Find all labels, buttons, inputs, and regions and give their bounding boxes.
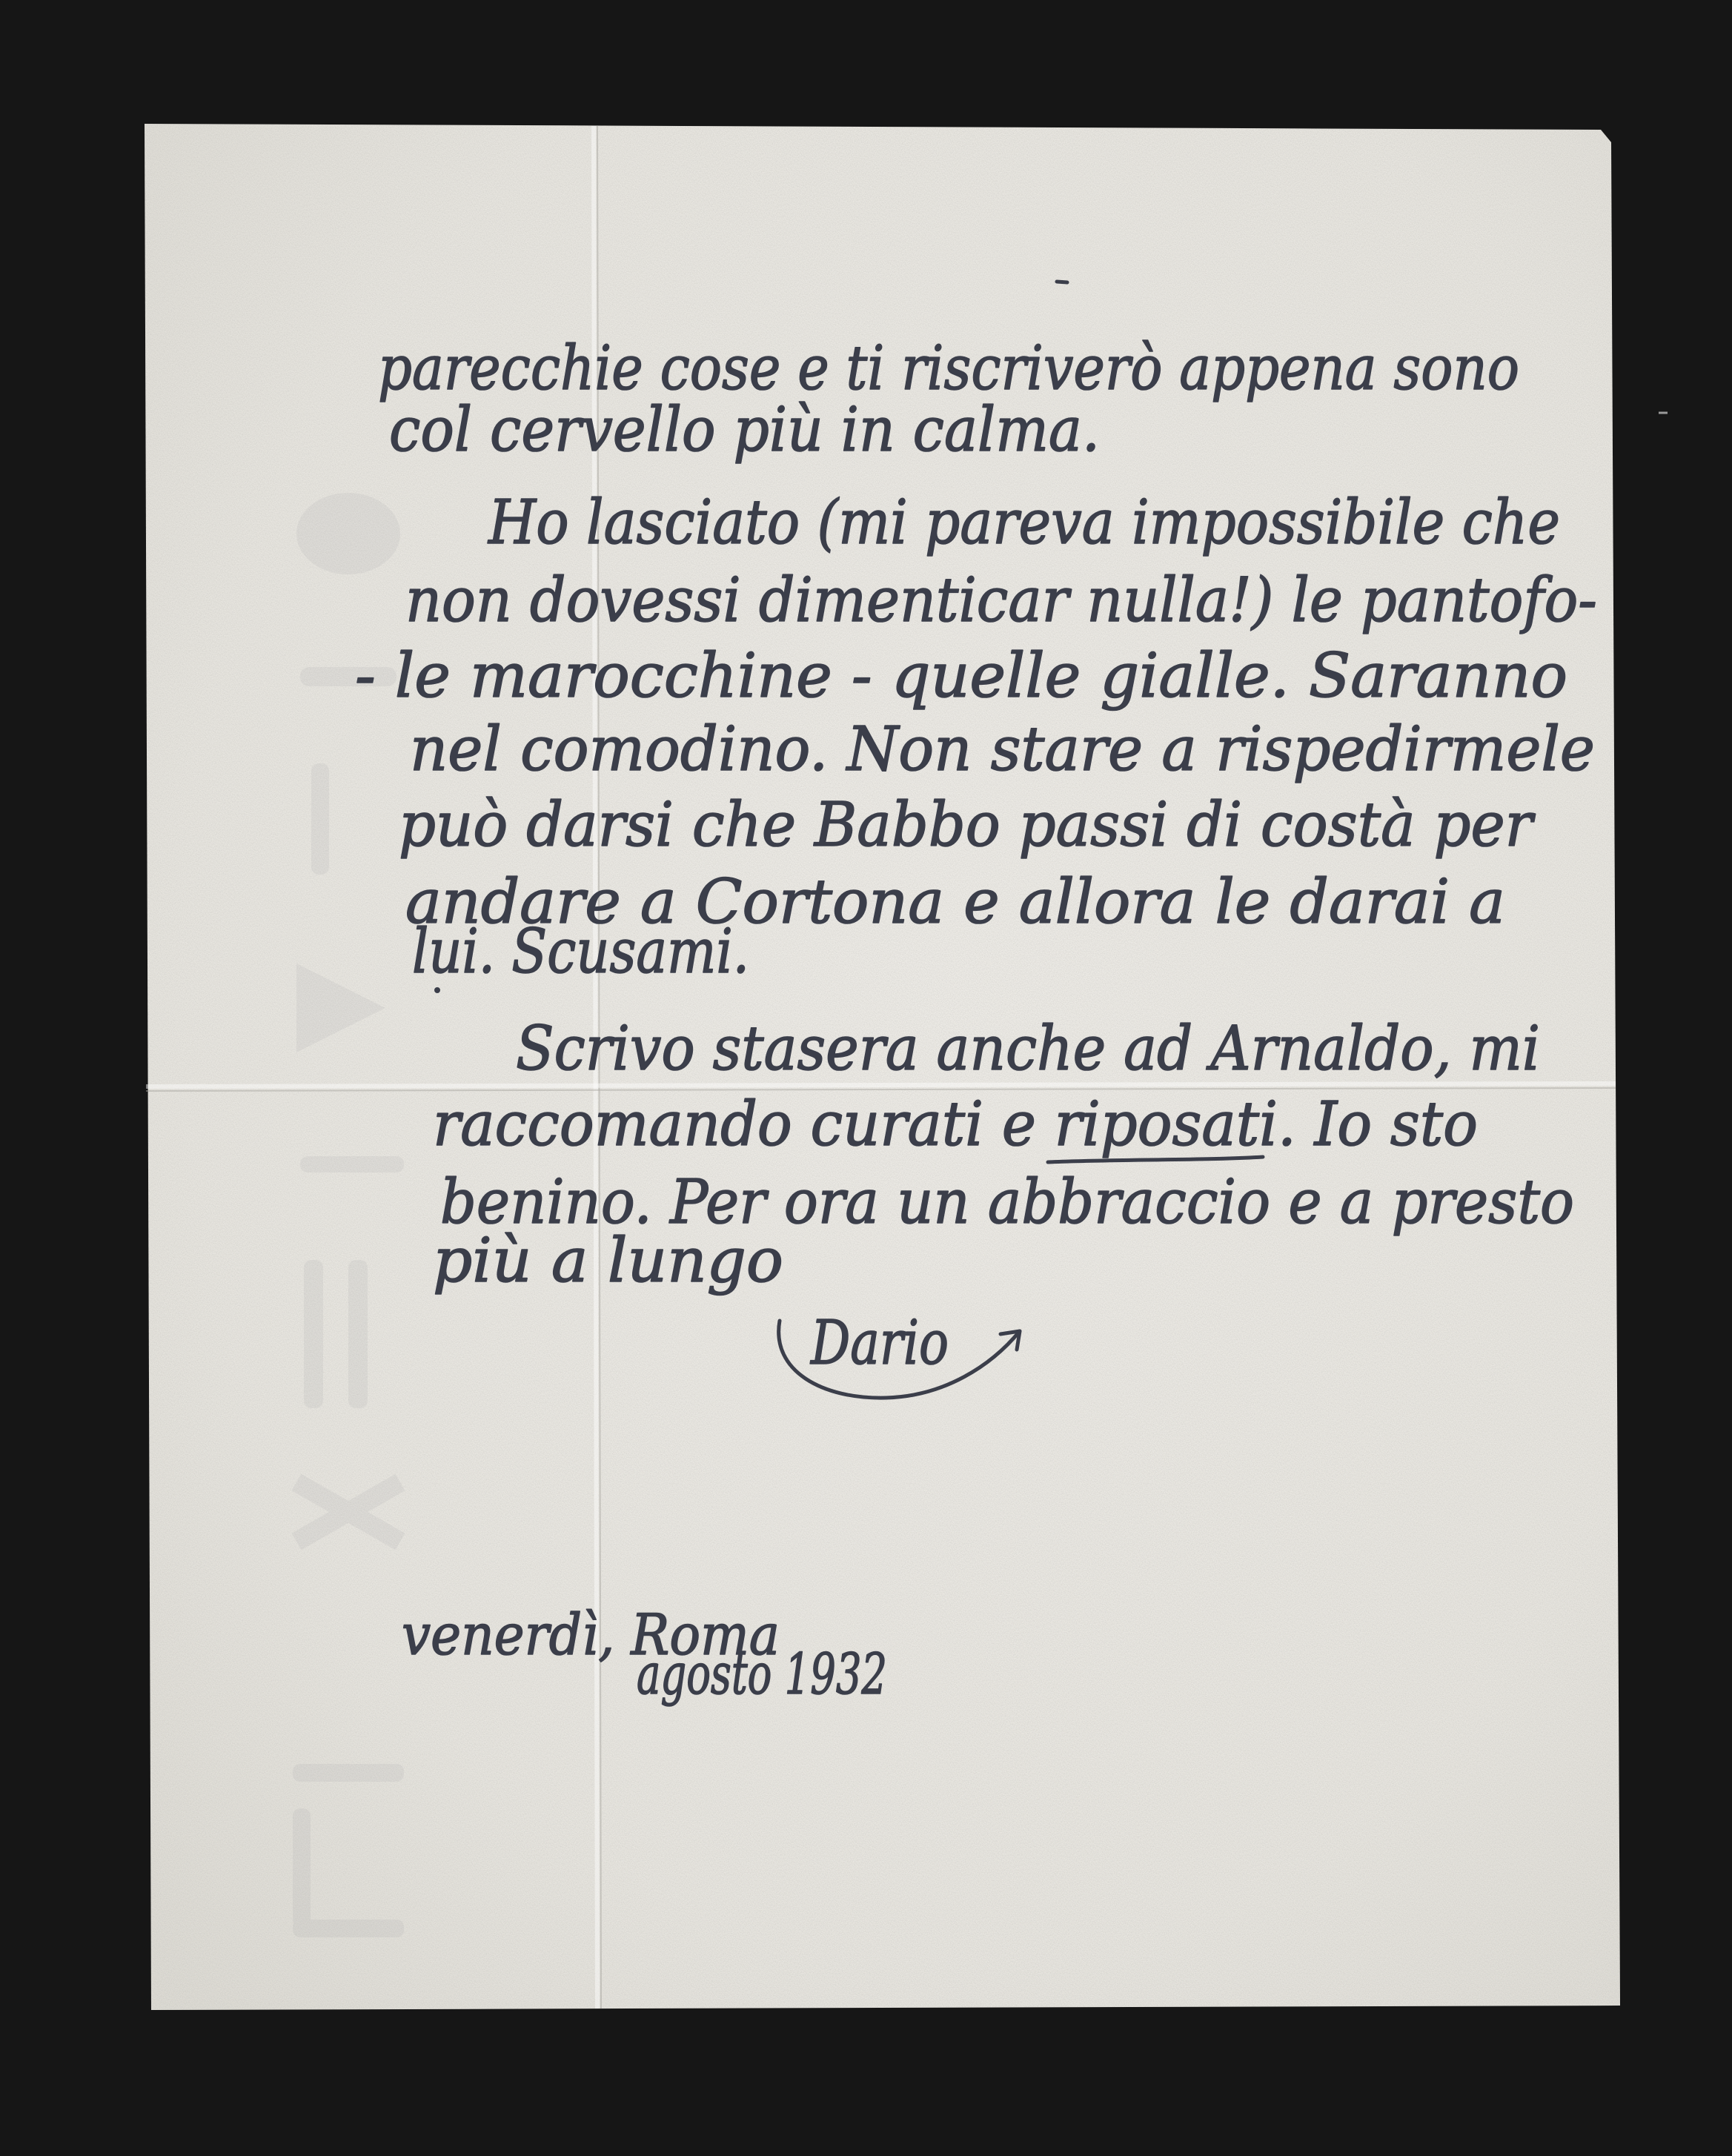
dateline-date: agosto 1932 — [637, 1641, 887, 1707]
letter-line-7: può darsi che Babbo passi di costà per — [399, 790, 1536, 860]
letter-line-2: col cervello più in calma. — [389, 395, 1100, 465]
letter-line-11 — [433, 1089, 1489, 1160]
underlined-word: riposati — [1054, 1089, 1290, 1160]
letter-line-1: parecchie cose e ti riscriverò appena sono — [378, 334, 1519, 404]
letter-line-9: lui. Scusami. — [412, 917, 749, 987]
signature: Dario — [809, 1308, 949, 1379]
letter-line-6: nel comodino. Non stare a rispedirmele — [410, 714, 1595, 785]
letter-line-11-start: raccomando curati e — [433, 1089, 1088, 1160]
letter-line-8: andare a Cortona e allora le darai a — [405, 867, 1505, 938]
letter-line-3: Ho lasciato (mi pareva impossibile che — [487, 488, 1560, 558]
letter-line-4: non dovessi dimenticar nulla!) le pantofo- — [405, 565, 1597, 636]
dateline-day-place: venerdì, Roma — [402, 1602, 780, 1668]
letter-line-10: Scrivo stasera anche ad Arnaldo, mi — [516, 1014, 1540, 1084]
ink-dot — [434, 987, 440, 993]
letter-line-5: - le marocchine - quelle gialle. Saranno — [355, 641, 1567, 712]
letter-line-11-end: . Io sto — [1278, 1089, 1489, 1160]
letter-line-12: benino. Per ora un abbraccio e a presto — [440, 1167, 1574, 1238]
letter-line-13: più a lungo — [433, 1226, 783, 1296]
